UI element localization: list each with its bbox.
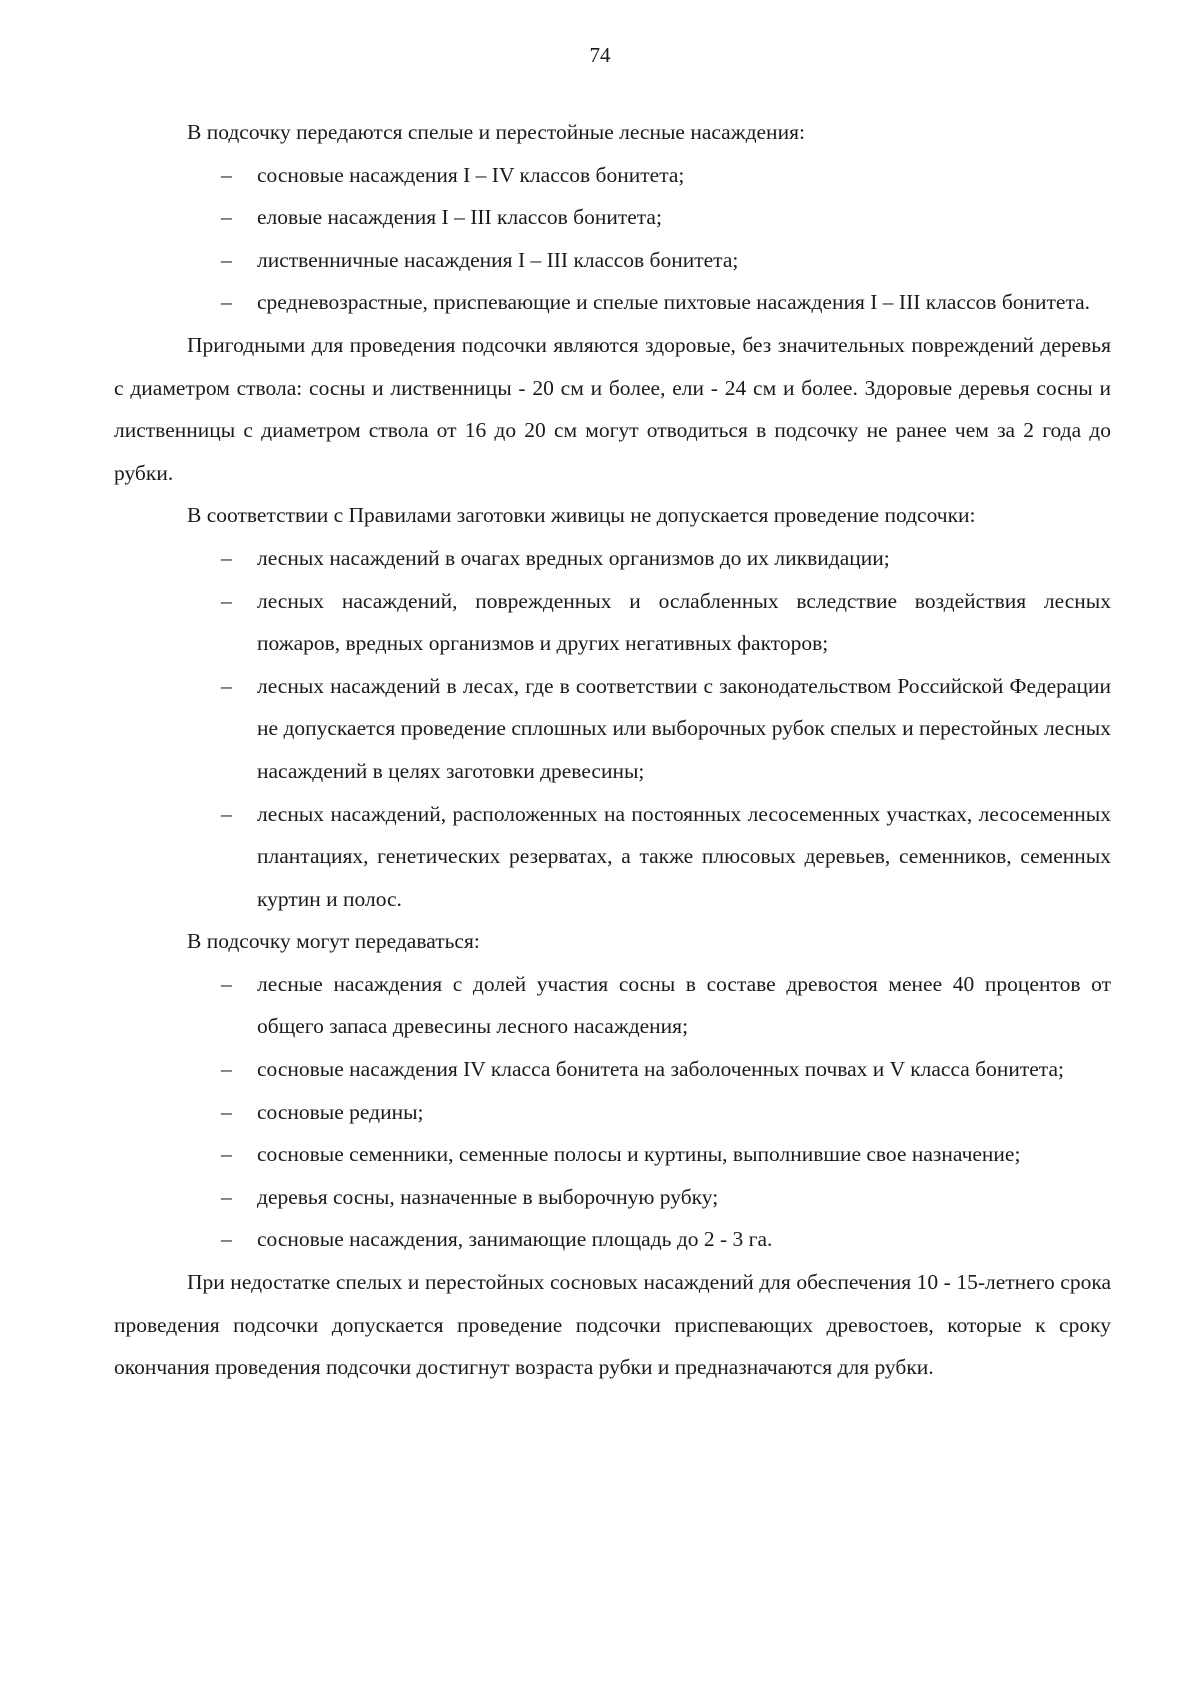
bullet-list (114, 154, 1111, 324)
paragraph: При недостатке спелых и перестойных сосновых насаждений для обеспечения 10 - 15-летнего срока проведения подсочки допускается проведение подсочки приспевающих древостоев, которые к сроку окончания проведения подсочки достигнут возраста рубки и предназначаются для рубки. (114, 1270, 1111, 1380)
list-dash-marker: – (221, 247, 232, 272)
list-item (114, 281, 1111, 324)
list-dash-marker: – (221, 290, 232, 315)
list-item-text: деревья сосны, назначенные в выборочную рубку; (257, 1184, 719, 1209)
list-dash-marker: – (221, 801, 232, 826)
list-dash-marker: – (221, 1099, 232, 1124)
list-item (114, 154, 1111, 197)
list-dash-marker: – (221, 1227, 232, 1252)
list-item (114, 1091, 1111, 1134)
list-dash-marker: – (221, 1184, 232, 1209)
list-item-text: сосновые насаждения I – IV классов бонитета; (257, 162, 685, 187)
list-dash-marker: – (221, 545, 232, 570)
list-item (114, 665, 1111, 793)
list-item-text: сосновые семенники, семенные полосы и куртины, выполнившие свое назначение; (257, 1142, 1021, 1167)
list-dash-marker: – (221, 1057, 232, 1082)
list-dash-marker: – (221, 971, 232, 996)
list-item-text: сосновые насаждения, занимающие площадь до 2 - 3 га. (257, 1227, 773, 1252)
list-item (114, 963, 1111, 1048)
list-item-text: сосновые редины; (257, 1099, 424, 1124)
list-dash-marker: – (221, 1142, 232, 1167)
paragraph: В подсочку могут передаваться: (187, 929, 480, 954)
list-dash-marker: – (221, 205, 232, 230)
list-dash-marker: – (221, 588, 232, 613)
list-item-text: сосновые насаждения IV класса бонитета на заболоченных почвах и V класса бонитета; (257, 1057, 1064, 1082)
list-item (114, 537, 1111, 580)
list-item-text: средневозрастные, приспевающие и спелые пихтовые насаждения I – III классов бонитета. (257, 290, 1091, 315)
page-number: 74 (589, 43, 611, 67)
list-item-text: лиственничные насаждения I – III классов бонитета; (257, 247, 739, 272)
list-item-text: лесных насаждений, расположенных на постоянных лесосеменных участках, лесосеменных плантациях, генетических резерватах, а также плюсовых деревьев, семенников, семенных куртин и полос. (257, 801, 1111, 911)
paragraph: Пригодными для проведения подсочки являются здоровые, без значительных повреждений деревья с диаметром ствола: сосны и лиственницы - 20 см и более, ели - 24 см и более. Здоровые деревья сосны и лиственницы с диаметром ствола от 16 до 20 см могут отводиться в подсочку не ранее чем за 2 года до рубки. (114, 332, 1111, 485)
list-dash-marker: – (221, 673, 232, 698)
list-item (114, 239, 1111, 282)
list-item-text: лесных насаждений в лесах, где в соответствии с законодательством Российской Федерации не допускается проведение сплошных или выборочных рубок спелых и перестойных лесных насаждений в целях заготовки древесины; (257, 673, 1111, 783)
bullet-list (114, 963, 1111, 1261)
paragraph: В соответствии с Правилами заготовки живицы не допускается проведение подсочки: (187, 503, 976, 528)
list-item (114, 1133, 1111, 1176)
list-item (114, 1048, 1111, 1091)
list-item (114, 1218, 1111, 1261)
list-item-text: лесных насаждений в очагах вредных организмов до их ликвидации; (257, 545, 890, 570)
list-item-text: лесные насаждения с долей участия сосны в составе древостоя менее 40 процентов от общего запаса древесины лесного насаждения; (257, 971, 1111, 1039)
list-item (114, 196, 1111, 239)
paragraph: В подсочку передаются спелые и перестойные лесные насаждения: (187, 120, 805, 144)
bullet-list (114, 537, 1111, 920)
list-item (114, 793, 1111, 921)
document-body (114, 111, 1111, 1389)
list-item-text: еловые насаждения I – III классов бонитета; (257, 205, 662, 230)
list-item (114, 580, 1111, 665)
list-dash-marker: – (221, 162, 232, 187)
list-item-text: лесных насаждений, поврежденных и ослабленных вследствие воздействия лесных пожаров, вредных организмов и других негативных факторов; (257, 588, 1111, 656)
list-item (114, 1176, 1111, 1219)
